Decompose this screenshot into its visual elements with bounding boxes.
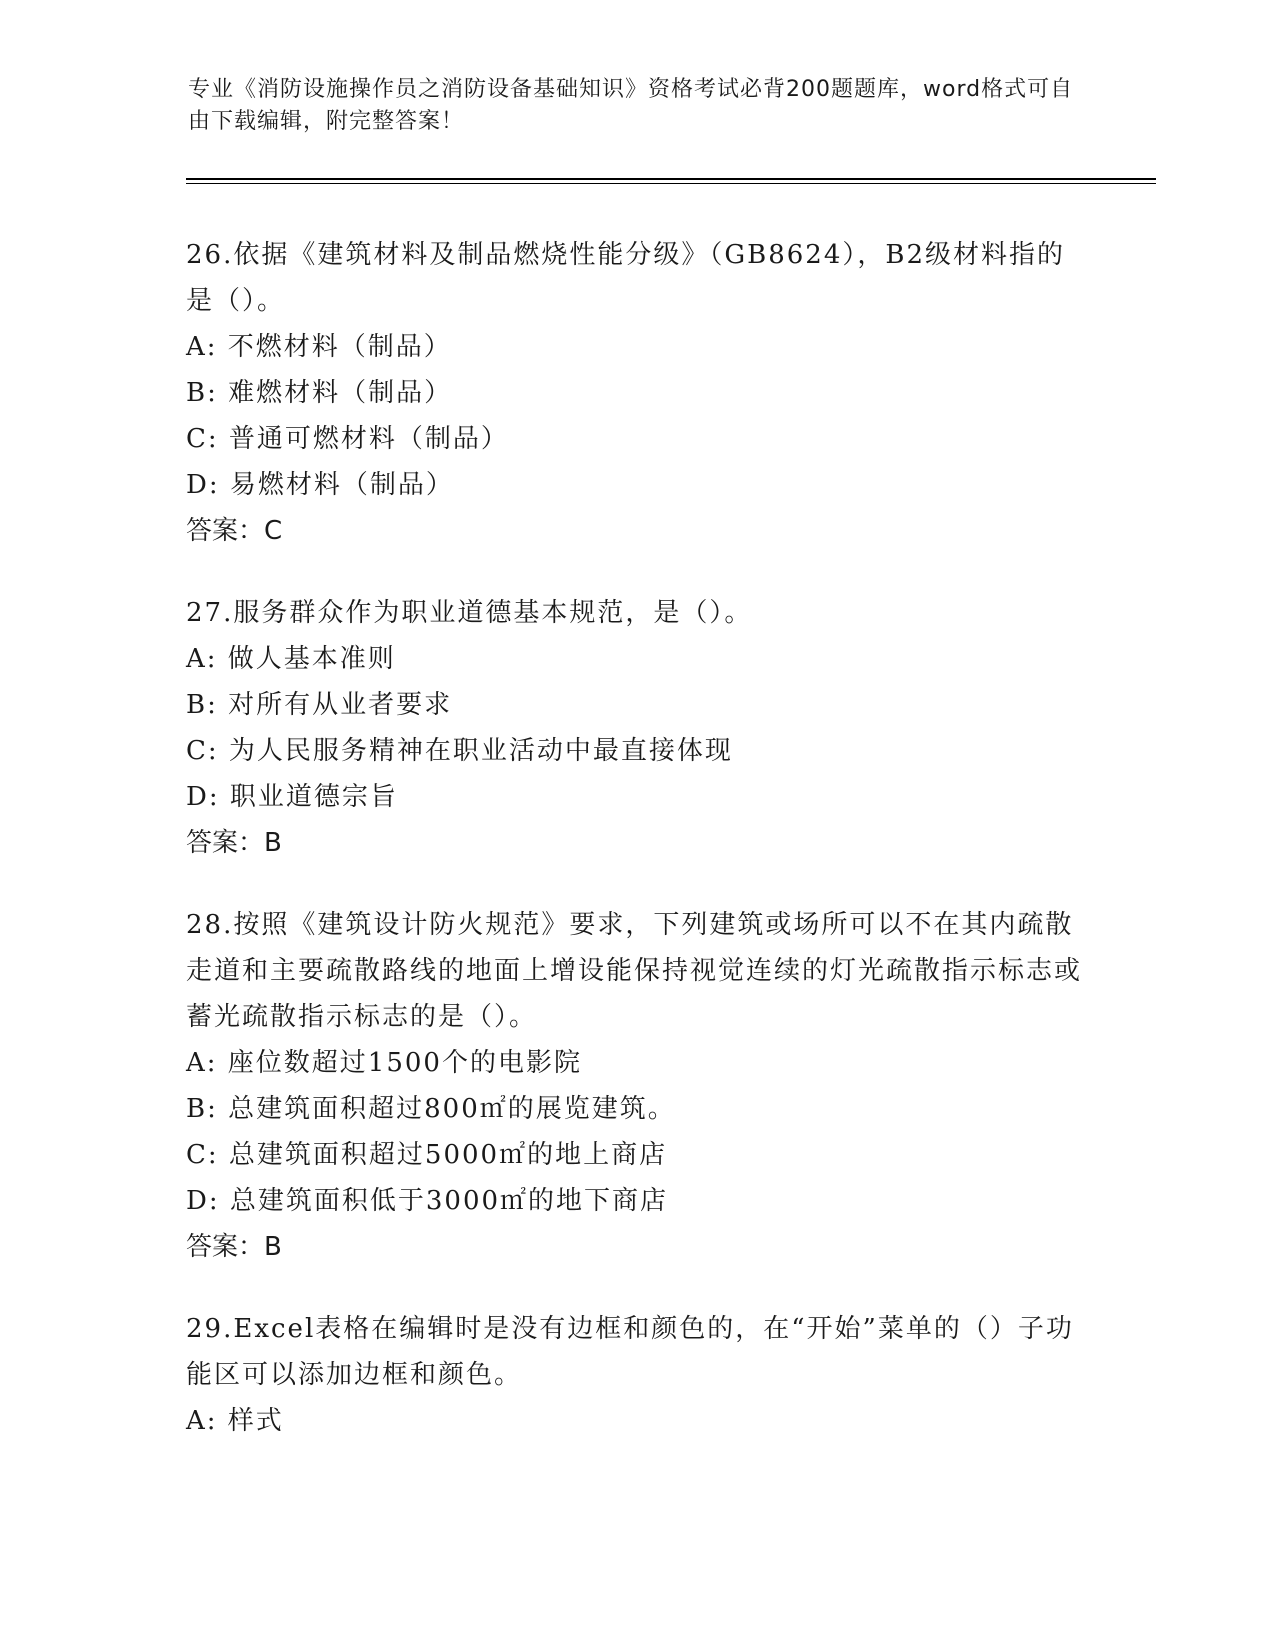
option-d: D: 职业道德宗旨	[186, 782, 398, 812]
option-b: B: 难燃材料（制品）	[186, 378, 453, 408]
option-c: C: 总建筑面积超过5000㎡的地上商店	[186, 1140, 668, 1170]
option-c: C: 普通可燃材料（制品）	[186, 424, 509, 454]
header-divider-thick	[186, 178, 1156, 180]
option-a: A: 做人基本准则	[186, 644, 396, 674]
question-28	[186, 902, 1086, 1270]
question-26	[186, 232, 1086, 554]
option-b: B: 总建筑面积超过800㎡的展览建筑。	[186, 1094, 676, 1124]
answer-label: 答案：C	[186, 516, 283, 546]
question-27	[186, 590, 1086, 866]
document-intro: 专业《消防设施操作员之消防设备基础知识》资格考试必背200题题库，word格式可自由下载编辑，附完整答案！	[188, 77, 1074, 134]
question-list	[186, 232, 1086, 1480]
question-stem: 26.依据《建筑材料及制品燃烧性能分级》（GB8624），B2级材料指的是（）。	[186, 240, 1066, 316]
option-a: A: 座位数超过1500个的电影院	[186, 1048, 582, 1078]
answer-label: 答案：B	[186, 828, 282, 858]
option-d: D: 总建筑面积低于3000㎡的地下商店	[186, 1186, 669, 1216]
question-stem: 27.服务群众作为职业道德基本规范，是（）。	[186, 598, 753, 628]
answer-label: 答案：B	[186, 1232, 282, 1262]
option-b: B: 对所有从业者要求	[186, 690, 453, 720]
option-a: A: 样式	[186, 1406, 284, 1436]
question-stem: 28.按照《建筑设计防火规范》要求，下列建筑或场所可以不在其内疏散走道和主要疏散路线的地面上增设能保持视觉连续的灯光疏散指示标志或蓄光疏散指示标志的是（）。	[186, 910, 1083, 1032]
option-c: C: 为人民服务精神在职业活动中最直接体现	[186, 736, 733, 766]
header-divider-thin	[186, 183, 1156, 184]
question-stem: 29.Excel表格在编辑时是没有边框和颜色的，在“开始”菜单的（）子功能区可以添加边框和颜色。	[186, 1314, 1074, 1390]
option-a: A: 不燃材料（制品）	[186, 332, 452, 362]
question-29	[186, 1306, 1086, 1444]
option-d: D: 易燃材料（制品）	[186, 470, 454, 500]
